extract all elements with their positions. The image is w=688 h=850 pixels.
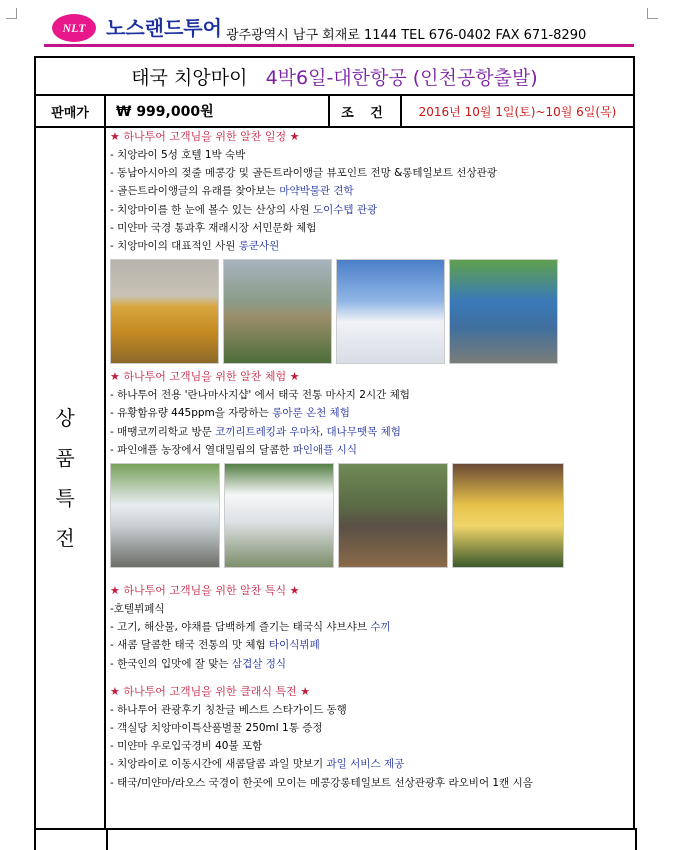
feature-label-line-2: 특 전: [55, 486, 85, 550]
feature-item: [110, 201, 629, 219]
product-title: [35, 57, 634, 95]
company-name: 노스랜드투어: [106, 16, 222, 40]
feature-item-text: - 치앙마이의 대표적인 사원: [110, 240, 239, 253]
section-heading: ★ 하나투어 고객님을 위한 알찬 일정 ★: [110, 130, 300, 143]
feature-item-highlight: 과일 서비스 제공: [326, 758, 405, 771]
feature-item-text: - 한국인의 입맛에 잘 맞는: [110, 657, 232, 670]
feature-item: [110, 237, 629, 255]
feature-item-text: - 태국/미얀마/라오스 국경이 한곳에 모이는 메콩강롱테일보트 선상관광후 라오비어 1캔 시음: [110, 776, 533, 789]
feature-item: [110, 636, 629, 654]
white-temple-photo: [336, 259, 445, 364]
feature-item-text: - 미얀마 국경 통과후 재래시장 서민문화 체험: [110, 221, 317, 234]
feature-item: [110, 404, 629, 422]
feature-item: [110, 182, 629, 200]
geyser-photo: [224, 463, 334, 568]
golden-triangle-river-photo: [223, 259, 332, 364]
title-destination: 태국 치앙마이: [131, 66, 248, 89]
feature-item: [110, 219, 629, 237]
feature-item-text: - 미얀마 우로입국경비 40불 포함: [110, 740, 263, 753]
feature-item-highlight: 타이식뷔페: [269, 639, 320, 652]
feature-item-text: - 고기, 해산물, 야채를 담백하게 즐기는 태국식 샤브샤브: [110, 621, 371, 634]
blue-gate-temple-photo: [449, 259, 558, 364]
condition-label: 조 건: [329, 95, 401, 127]
feature-item-highlight: 마약박물관 견학: [279, 185, 354, 198]
section-heading: ★ 하나투어 고객님을 위한 알찬 특식 ★: [110, 584, 300, 598]
page-corner-mark: [647, 8, 658, 19]
feature-item-text: - 하나투어 관광후기 칭찬글 베스트 스타가이드 동행: [110, 703, 347, 716]
feature-item-highlight: 파인애플 시식: [292, 443, 357, 456]
feature-item: [110, 737, 629, 755]
feature-item-highlight: 도이수텝 관광: [312, 203, 378, 216]
feature-item: [110, 386, 629, 404]
photo-strip: [110, 259, 629, 364]
product-table: [34, 56, 635, 830]
feature-item: [110, 441, 629, 459]
feature-item-text: - 유황함유량 445ppm을 자랑하는: [110, 407, 273, 420]
photo-strip: [110, 463, 629, 568]
feature-label-cell: [35, 127, 105, 829]
feature-item-text: - 객실당 치앙마이특산품벌꿀 250ml 1통 증정: [110, 722, 323, 735]
feature-item-text: - 치앙라이로 이동시간에 새콤달콤 과일 맛보기: [110, 758, 327, 771]
feature-item-highlight: 코끼리트레킹과 우마차, 대나무뗏목 체험: [215, 425, 401, 438]
letterhead: [44, 10, 634, 46]
feature-item: [110, 600, 629, 618]
pineapple-juice-photo: [452, 463, 564, 568]
section-heading: ★ 하나투어 고객님을 위한 알찬 체험 ★: [110, 370, 300, 384]
company-logo: NLT: [52, 14, 96, 42]
feature-item-text: - 하나투어 전용 '란나마사지샵' 에서 태국 전통 마사지 2시간 체험: [110, 389, 410, 402]
feature-item: [110, 164, 629, 182]
feature-item-text: - 골든트라이앵글의 유래를 찾아보는: [110, 185, 280, 198]
feature-item: [110, 618, 629, 636]
feature-content: [105, 127, 634, 829]
feature-item-text: - 매땡코끼리학교 방문: [110, 425, 216, 438]
feature-item: [110, 423, 629, 441]
feature-item-highlight: 수끼: [370, 621, 391, 634]
feature-item: [110, 146, 629, 164]
next-table-row: [34, 828, 637, 850]
feature-item-text: - 치앙라이 5성 호텔 1박 숙박: [110, 149, 246, 161]
feature-item-text: - 동남아시아의 젖줄 메콩강 및 골든트라이앵글 뷰포인트 전망 &롱테일보트 선상관광: [110, 167, 497, 180]
feature-item-highlight: 롱쿤사원: [238, 240, 280, 253]
feature-item: [110, 719, 629, 737]
feature-item-text: -호텔뷔페식: [110, 603, 165, 616]
hot-spring-photo: [110, 463, 220, 568]
company-address: 광주광역시 남구 회재로 1144 TEL 676-0402 FAX 671-8290: [226, 28, 587, 43]
feature-item: [110, 755, 629, 773]
page-corner-mark: [6, 8, 17, 19]
price-label: 판매가: [35, 95, 105, 127]
feature-item-highlight: 삼겹살 정식: [231, 657, 286, 670]
price-value: ₩ 999,000원: [105, 95, 329, 127]
feature-item-highlight: 롱아룬 온천 체험: [272, 407, 350, 420]
feature-label-line-1: 상 품: [55, 406, 85, 470]
feature-item: [110, 774, 629, 792]
header-divider: [44, 44, 634, 47]
feature-item-text: - 파인애플 농장에서 열대밀림의 달콤한: [110, 443, 293, 456]
elephant-trekking-photo: [338, 463, 448, 568]
feature-item: [110, 701, 629, 719]
feature-item-text: - 새콤 달콤한 태국 전통의 맛 체험: [110, 639, 270, 652]
travel-dates: 2016년 10월 1일(토)~10월 6일(목): [401, 95, 634, 127]
feature-item: [110, 655, 629, 673]
feature-item-text: - 치앙마이를 한 눈에 볼수 있는 산상의 사원: [110, 203, 313, 216]
golden-pagoda-photo: [110, 259, 219, 364]
title-duration-airline: 4박6일-대한항공 (인천공항출발): [265, 66, 538, 89]
section-heading: ★ 하나투어 고객님을 위한 클래식 특전 ★: [110, 684, 311, 698]
